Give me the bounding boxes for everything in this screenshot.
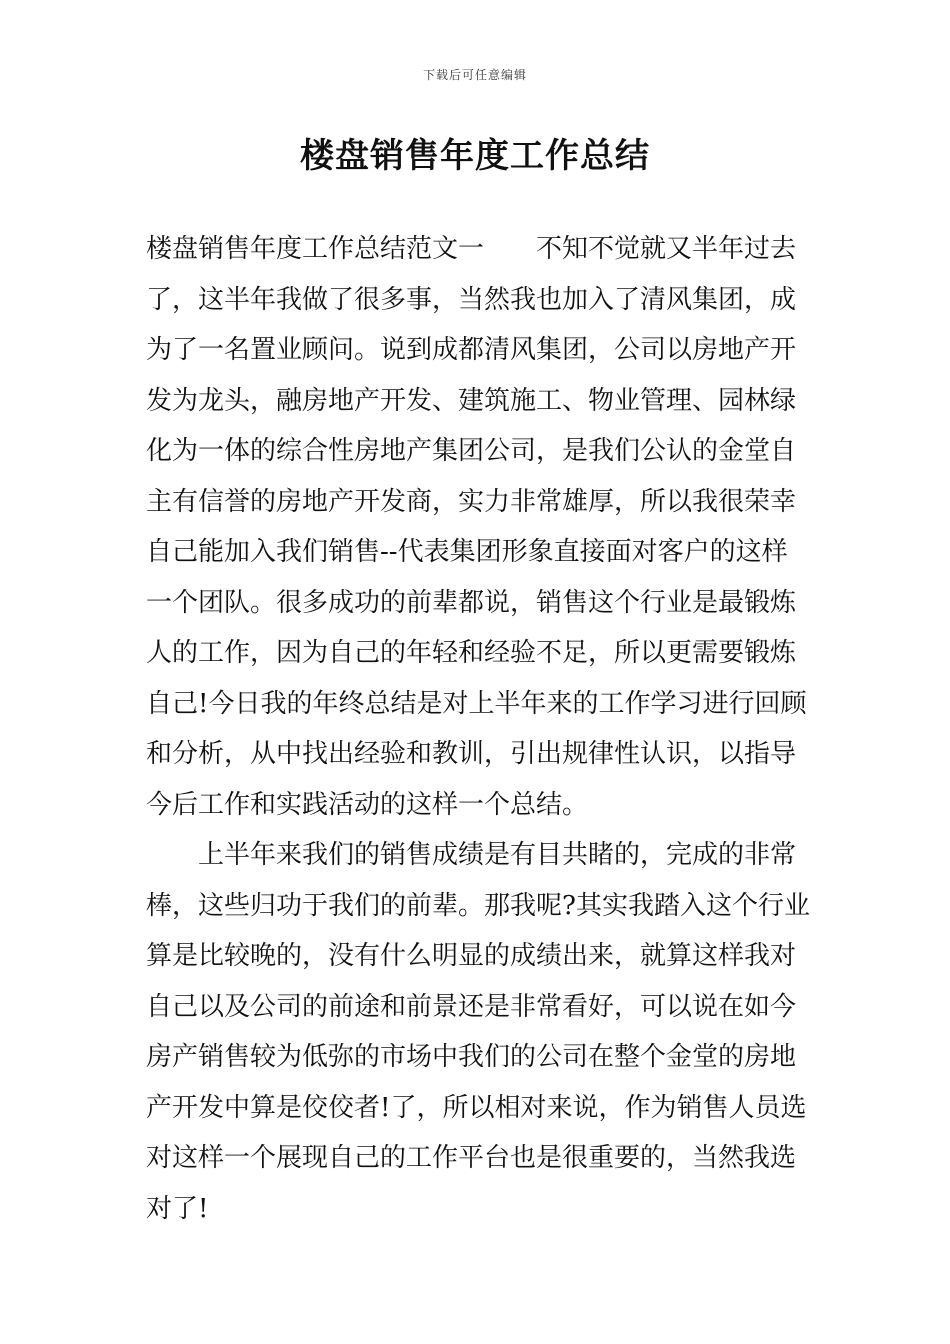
body-line: 产开发中算是佼佼者!了，所以相对来说，作为销售人员选: [146, 1092, 807, 1123]
body-line: 上半年来我们的销售成绩是有目共睹的，完成的非常: [146, 840, 797, 870]
body-text: [146, 224, 810, 1234]
body-line: 对这样一个展现自己的工作平台也是很重要的，当然我选: [146, 1143, 797, 1173]
body-line: 一个团队。很多成功的前辈都说，销售这个行业是最锻炼: [146, 587, 797, 618]
body-line: 了，这半年我做了很多事，当然我也加入了清风集团，成: [146, 284, 797, 315]
body-line: 楼盘销售年度工作总结范文一 不知不觉就又半年过去: [146, 234, 797, 264]
body-line: 为了一名置业顾问。说到成都清风集团，公司以房地产开: [146, 335, 797, 365]
body-line: 主有信誉的房地产开发商，实力非常雄厚，所以我很荣幸: [146, 486, 797, 517]
body-line: 人的工作，因为自己的年轻和经验不足，所以更需要锻炼: [146, 638, 797, 668]
body-line: 发为龙头，融房地产开发、建筑施工、物业管理、园林绿: [146, 385, 797, 416]
body-line: 自己以及公司的前途和前景还是非常看好，可以说在如今: [146, 991, 797, 1022]
header-note: 下载后可任意编辑: [422, 68, 527, 82]
body-line: 棒，这些归功于我们的前辈。那我呢?其实我踏入这个行业: [146, 890, 810, 921]
body-line: 算是比较晚的，没有什么明显的成绩出来，就算这样我对: [146, 941, 797, 971]
body-line: 房产销售较为低弥的市场中我们的公司在整个金堂的房地: [146, 1042, 797, 1072]
body-line: 化为一体的综合性房地产集团公司，是我们公认的金堂自: [146, 436, 797, 466]
document-title: 楼盘销售年度工作总结: [300, 136, 650, 176]
body-line: 和分析，从中找出经验和教训，引出规律性认识，以指导: [146, 739, 797, 769]
body-line: 对了!: [146, 1193, 209, 1224]
body-line: 自己!今日我的年终总结是对上半年来的工作学习进行回顾: [146, 688, 807, 719]
body-line: 自己能加入我们销售--代表集团形象直接面对客户的这样: [146, 537, 788, 567]
body-line: 今后工作和实践活动的这样一个总结。: [146, 789, 589, 820]
